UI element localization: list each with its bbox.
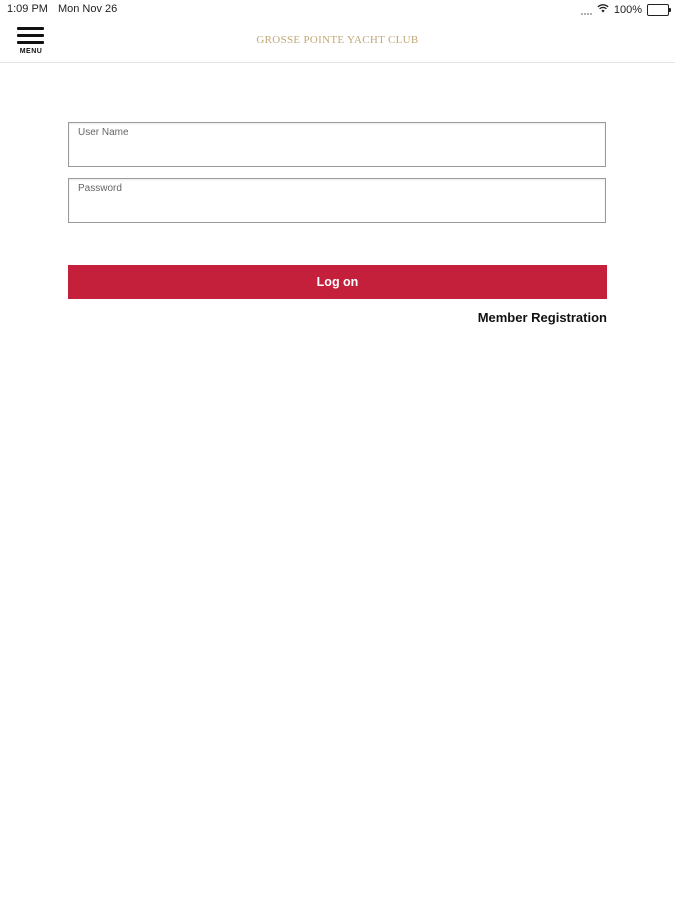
log-on-button[interactable]: Log on — [68, 265, 607, 299]
password-label: Password — [78, 183, 122, 194]
status-left — [7, 3, 117, 15]
page-title: GROSSE POINTE YACHT CLUB — [256, 34, 419, 46]
username-input[interactable] — [77, 142, 595, 162]
status-date: Mon Nov 26 — [57, 3, 118, 15]
username-label: User Name — [78, 127, 129, 138]
menu-label: MENU — [19, 48, 43, 55]
app-header — [0, 20, 675, 63]
member-registration-link[interactable]: Member Registration — [477, 310, 607, 325]
status-right — [581, 3, 669, 16]
battery-percent: 100% — [613, 3, 642, 16]
username-field[interactable] — [68, 122, 606, 167]
signal-icon — [581, 5, 592, 15]
password-input[interactable] — [77, 198, 595, 218]
status-time: 1:09 PM — [7, 3, 48, 15]
status-bar — [0, 0, 675, 20]
battery-icon — [647, 4, 669, 16]
wifi-icon — [597, 3, 609, 16]
password-field[interactable] — [68, 178, 606, 223]
